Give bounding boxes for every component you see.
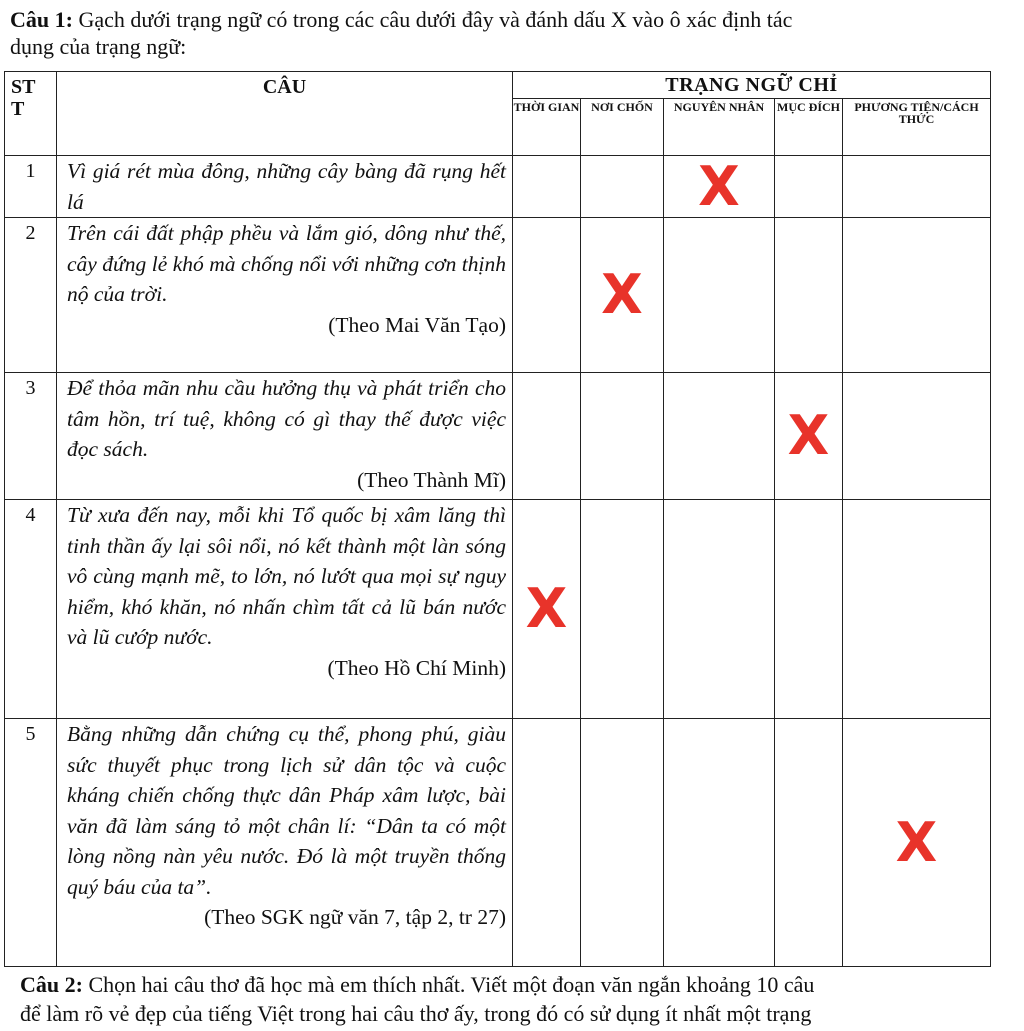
mark-cell[interactable] [581,218,664,373]
question-2-text-line2: để làm rõ vẻ đẹp của tiếng Việt trong hai câu thơ ấy, trong đó có sử dụng ít nhất một trạng [20,1001,812,1026]
header-col-time: THỜI GIAN [513,99,581,156]
row-sentence [57,156,513,218]
x-mark-icon: X [895,810,938,874]
row-number: 1 [5,156,57,218]
sentence-text: Vì giá rét mùa đông, những cây bàng đã rụng hết lá [67,159,506,214]
table-row [5,156,991,218]
mark-cell[interactable] [775,373,843,500]
row-number: 5 [5,719,57,967]
mark-cell[interactable] [581,156,664,218]
question-1 [10,6,1010,60]
header-col-purpose: MỤC ĐÍCH [775,99,843,156]
header-stt: ST T [5,72,57,156]
mark-cell[interactable] [775,719,843,967]
mark-cell[interactable] [581,500,664,719]
question-1-label: Câu 1: [10,7,73,32]
mark-cell[interactable] [513,719,581,967]
mark-cell[interactable] [513,373,581,500]
mark-cell[interactable] [664,719,775,967]
mark-cell[interactable] [843,218,991,373]
sentence-text: Trên cái đất phập phều và lắm gió, dông như thế, cây đứng lẻ khó mà chống nổi với những cơn thịnh nộ của trời. [67,221,506,306]
question-2-text: Chọn hai câu thơ đã học mà em thích nhất. Viết một đoạn văn ngắn khoảng 10 câu [88,972,815,997]
header-col-cause: NGUYÊN NHÂN [664,99,775,156]
header-col-means: PHƯƠNG TIỆN/CÁCH THỨC [843,99,991,156]
x-mark-icon: X [601,263,643,326]
row-sentence [57,719,513,967]
x-mark-icon: X [525,577,568,640]
mark-cell[interactable] [664,156,775,218]
question-2 [20,970,1010,1028]
table-row [5,218,991,373]
header-adverbial-group: TRẠNG NGỮ CHỈ [513,72,991,99]
row-sentence [57,373,513,500]
mark-cell[interactable] [775,218,843,373]
question-1-text-line2: dụng của trạng ngữ: [10,34,187,59]
sentence-source: (Theo SGK ngữ văn 7, tập 2, tr 27) [204,905,506,929]
mark-cell[interactable] [581,373,664,500]
header-sentence: CÂU [57,72,513,156]
mark-cell[interactable] [843,156,991,218]
mark-cell[interactable] [775,500,843,719]
row-number: 3 [5,373,57,500]
mark-cell[interactable] [581,719,664,967]
x-mark-icon: X [787,404,830,467]
sentence-source: (Theo Hồ Chí Minh) [327,655,506,680]
sentence-text: Từ xưa đến nay, mỗi khi Tổ quốc bị xâm lăng thì tinh thần ấy lại sôi nổi, nó kết thành một làn sóng vô cùng mạnh mẽ, to lớn, nó lướt qua mọi sự nguy hiểm, khó khăn, nó nhấn chìm tất cả lũ bán nước và lũ cướp nước. [67,503,506,649]
sentence-text: Để thỏa mãn nhu cầu hưởng thụ và phát triển cho tâm hồn, trí tuệ, không có gì thay thế được việc đọc sách. [67,376,506,461]
question-1-text: Gạch dưới trạng ngữ có trong các câu dưới đây và đánh dấu X vào ô xác định tác [78,7,793,32]
question-2-label: Câu 2: [20,972,83,997]
row-number: 4 [5,500,57,719]
mark-cell[interactable] [843,373,991,500]
adverbial-table [4,71,991,967]
header-col-place: NƠI CHỐN [581,99,664,156]
table-row [5,719,991,967]
mark-cell[interactable] [513,156,581,218]
mark-cell[interactable] [664,218,775,373]
x-mark-icon: X [698,154,740,218]
sentence-source: (Theo Mai Văn Tạo) [328,312,506,337]
mark-cell[interactable] [843,719,991,967]
mark-cell[interactable] [843,500,991,719]
table-row [5,500,991,719]
row-number: 2 [5,218,57,373]
mark-cell[interactable] [664,500,775,719]
mark-cell[interactable] [513,218,581,373]
sentence-text: Bằng những dẫn chứng cụ thể, phong phú, giàu sức thuyết phục trong lịch sử dân tộc và cuộc kháng chiến chống thực dân Pháp xâm lược, bài văn đã làm sáng tỏ một chân lí: “Dân ta có một lòng nồng nàn yêu nước. Đó là một truyền thống quý báu của ta”. [67,722,506,899]
row-sentence [57,218,513,373]
mark-cell[interactable] [513,500,581,719]
mark-cell[interactable] [775,156,843,218]
sentence-source: (Theo Thành Mĩ) [357,467,506,492]
table-row [5,373,991,500]
mark-cell[interactable] [664,373,775,500]
row-sentence [57,500,513,719]
